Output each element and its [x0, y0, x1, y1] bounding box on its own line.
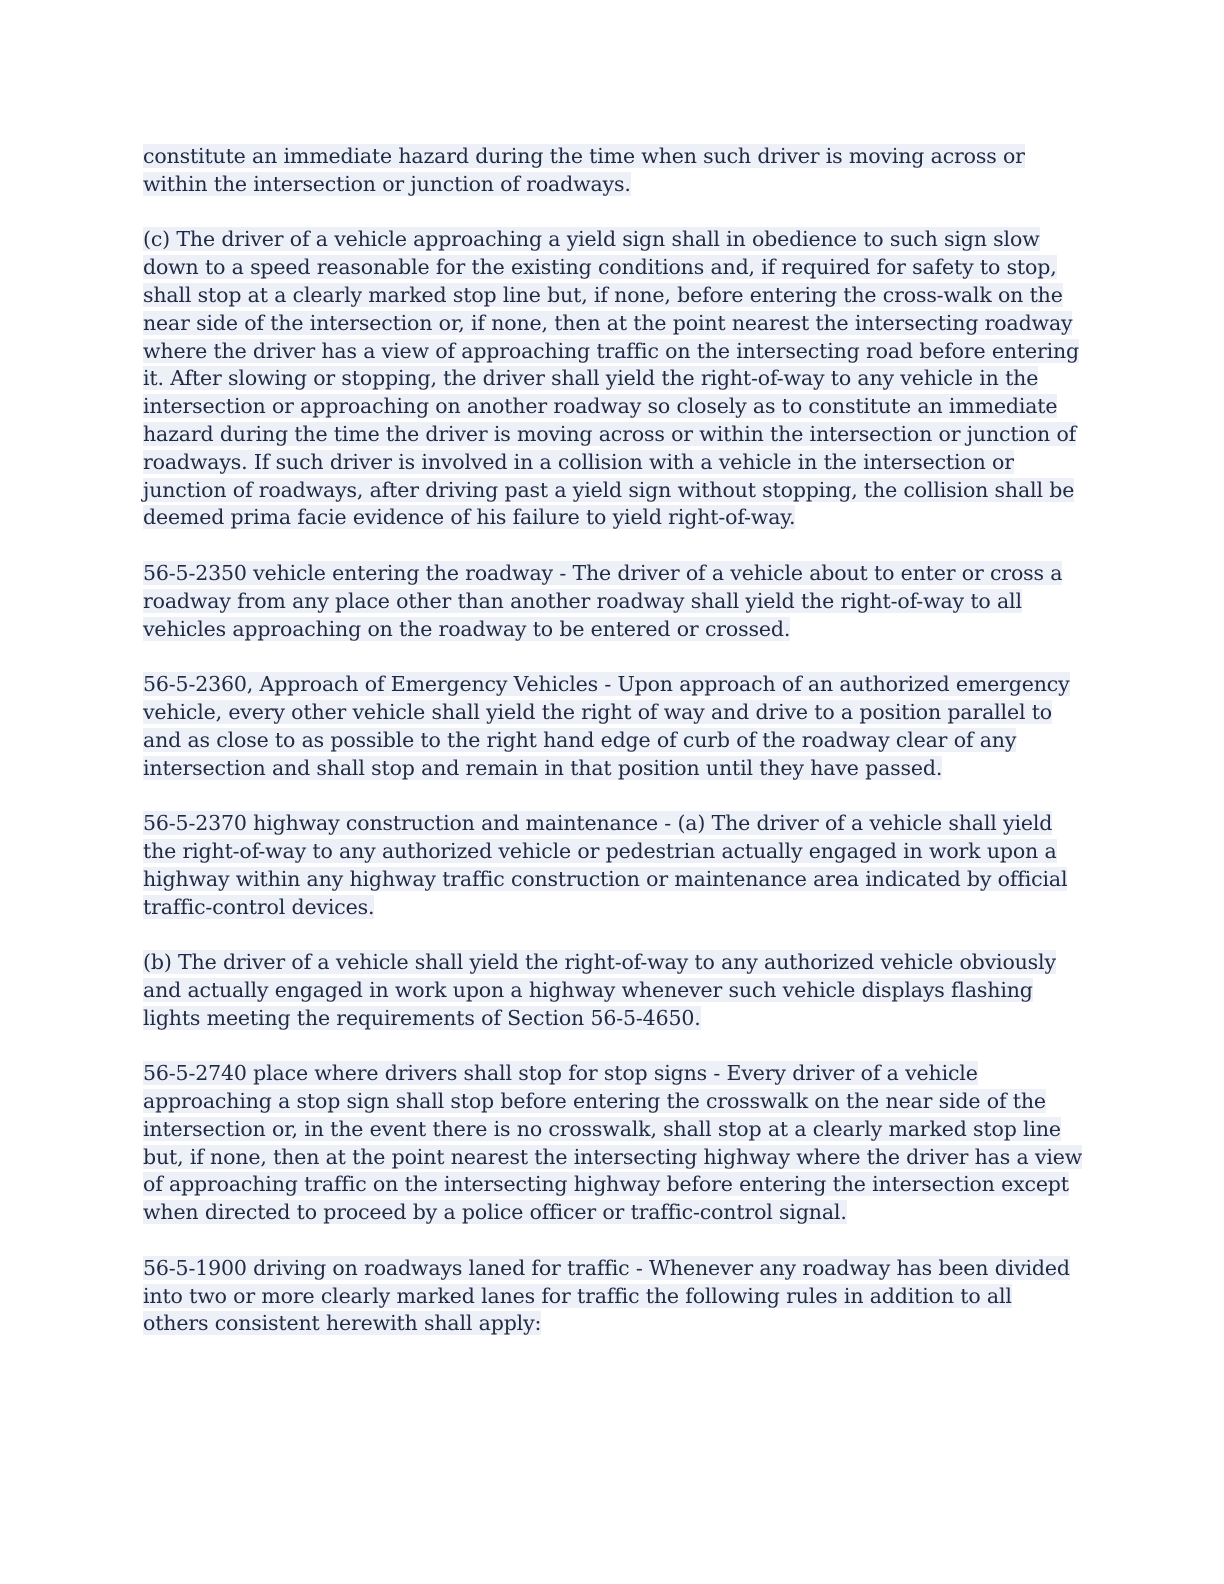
paragraph-text: 56-5-2360, Approach of Emergency Vehicles - Upon approach of an authorized emergency vehicle, every other vehicle shall yield the right of way and drive to a position parallel to and as close to as possible to the right hand edge of curb of the roadway clear of any intersection and shall stop and remain in that position until they have passed.: [143, 672, 1070, 780]
paragraph-56-5-2360: [143, 671, 1083, 782]
paragraph-text: 56-5-2350 vehicle entering the roadway - The driver of a vehicle about to enter or cross a roadway from any place other than another roadway shall yield the right-of-way to all vehicles approaching on the roadway to be entered or crossed.: [143, 560, 1063, 641]
paragraph-text: constitute an immediate hazard during the time when such driver is moving across or within the intersection or junction of roadways.: [143, 144, 1025, 196]
paragraph-text: (c) The driver of a vehicle approaching a yield sign shall in obedience to such sign slow down to a speed reasonable for the existing conditions and, if required for safety to stop, shall stop at a clearly marked stop line but, if none, before entering the cross-walk on the near side of the intersection or, if none, then at the point nearest the intersecting roadway where the driver has a view of approaching traffic on the intersecting road before entering it. After slowing or stopping, the driver shall yield the right-of-way to any vehicle in the intersection or approaching on another roadway so closely as to constitute an immediate hazard during the time the driver is moving across or within the intersection or junction of roadways. If such driver is involved in a collision with a vehicle in the intersection or junction of roadways, after driving past a yield sign without stopping, the collision shall be deemed prima facie evidence of his failure to yield right-of-way.: [143, 227, 1080, 530]
paragraph-text: 56-5-2370 highway construction and maintenance - (a) The driver of a vehicle shall yield the right-of-way to any authorized vehicle or pedestrian actually engaged in work upon a highway within any highway traffic construction or maintenance area indicated by official traffic-control devices.: [143, 811, 1068, 919]
paragraph-56-5-2370-a: [143, 810, 1083, 921]
paragraph-text: (b) The driver of a vehicle shall yield the right-of-way to any authorized vehicle obviously and actually engaged in work upon a highway whenever such vehicle displays flashing lights meeting the requirements of Section 56-5-4650.: [143, 950, 1056, 1030]
paragraph-56-5-2350: [143, 560, 1083, 643]
paragraph-yield-sign: [143, 226, 1083, 532]
paragraph-continuation: [143, 143, 1083, 199]
paragraph-text: 56-5-1900 driving on roadways laned for traffic - Whenever any roadway has been divided into two or more clearly marked lanes for traffic the following rules in addition to all others consistent herewith shall apply:: [143, 1255, 1070, 1336]
paragraph-56-5-2740: [143, 1060, 1083, 1227]
paragraph-56-5-2370-b: [143, 949, 1083, 1032]
paragraph-text: 56-5-2740 place where drivers shall stop for stop signs - Every driver of a vehicle approaching a stop sign shall stop before entering the crosswalk on the near side of the intersection or, in the event there is no crosswalk, shall stop at a clearly marked stop line but, if none, then at the point nearest the intersecting highway where the driver has a view of approaching traffic on the intersecting highway before entering the intersection except when directed to proceed by a police officer or traffic-control signal.: [143, 1061, 1083, 1225]
document-body: [143, 143, 1083, 1366]
paragraph-56-5-1900: [143, 1255, 1083, 1338]
